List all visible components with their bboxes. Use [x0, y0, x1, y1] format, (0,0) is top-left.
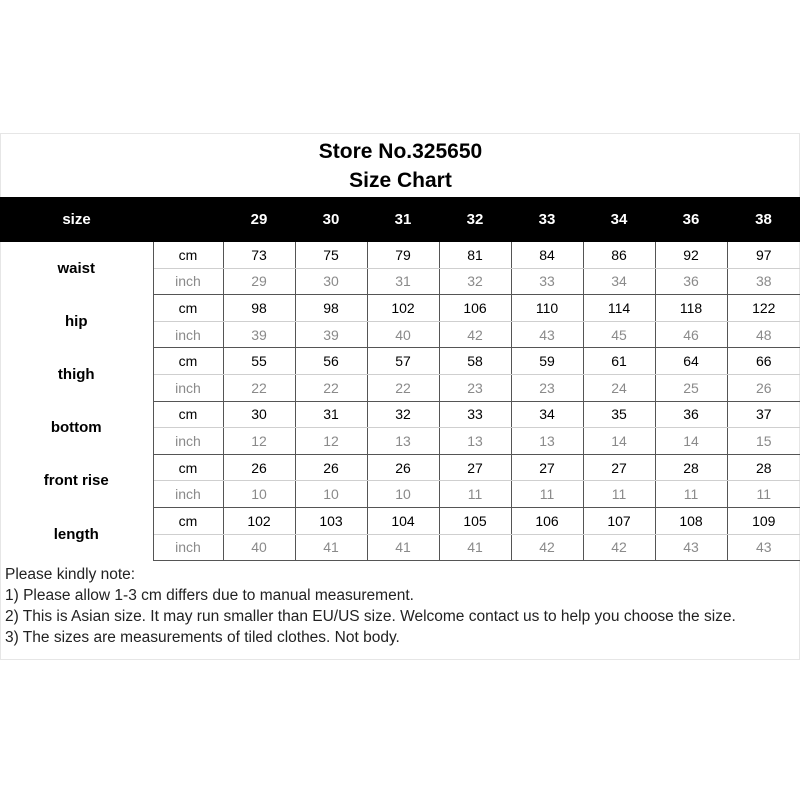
inch-value-cell: 22 — [223, 374, 295, 401]
cm-value-cell: 55 — [223, 348, 295, 375]
inch-value-cell: 39 — [295, 321, 367, 348]
cm-value-cell: 30 — [223, 401, 295, 428]
table-body — [0, 242, 800, 561]
table-row — [0, 401, 800, 428]
cm-value-cell: 66 — [727, 348, 800, 375]
inch-value-cell: 10 — [295, 481, 367, 508]
table-row — [0, 454, 800, 481]
unit-label-cm: cm — [153, 454, 223, 481]
inch-value-cell: 14 — [655, 428, 727, 455]
cm-value-cell: 98 — [223, 295, 295, 322]
unit-label-inch: inch — [153, 321, 223, 348]
inch-value-cell: 11 — [511, 481, 583, 508]
inch-value-cell: 43 — [727, 534, 800, 561]
cm-value-cell: 64 — [655, 348, 727, 375]
inch-value-cell: 12 — [223, 428, 295, 455]
inch-value-cell: 23 — [439, 374, 511, 401]
cm-value-cell: 26 — [223, 454, 295, 481]
cm-value-cell: 81 — [439, 242, 511, 268]
cm-value-cell: 28 — [655, 454, 727, 481]
inch-value-cell: 42 — [439, 321, 511, 348]
unit-label-inch: inch — [153, 428, 223, 455]
inch-value-cell: 13 — [511, 428, 583, 455]
inch-value-cell: 13 — [439, 428, 511, 455]
inch-value-cell: 26 — [727, 374, 800, 401]
cm-value-cell: 75 — [295, 242, 367, 268]
cm-value-cell: 98 — [295, 295, 367, 322]
inch-value-cell: 46 — [655, 321, 727, 348]
size-col-header: 31 — [367, 197, 439, 242]
inch-value-cell: 13 — [367, 428, 439, 455]
cm-value-cell: 122 — [727, 295, 800, 322]
cm-value-cell: 73 — [223, 242, 295, 268]
inch-value-cell: 23 — [511, 374, 583, 401]
unit-header-blank — [153, 197, 223, 242]
notes-heading: Please kindly note: — [5, 566, 136, 583]
cm-value-cell: 84 — [511, 242, 583, 268]
cm-value-cell: 109 — [727, 507, 800, 534]
inch-value-cell: 34 — [583, 268, 655, 295]
inch-value-cell: 39 — [223, 321, 295, 348]
inch-value-cell: 24 — [583, 374, 655, 401]
inch-value-cell: 40 — [223, 534, 295, 561]
table-row — [0, 295, 800, 322]
measurement-name: front rise — [0, 454, 153, 507]
cm-value-cell: 31 — [295, 401, 367, 428]
cm-value-cell: 106 — [439, 295, 511, 322]
cm-value-cell: 97 — [727, 242, 800, 268]
inch-value-cell: 43 — [511, 321, 583, 348]
inch-value-cell: 25 — [655, 374, 727, 401]
size-col-header: 32 — [439, 197, 511, 242]
inch-value-cell: 41 — [439, 534, 511, 561]
inch-value-cell: 14 — [583, 428, 655, 455]
notes — [5, 564, 736, 648]
inch-value-cell: 36 — [655, 268, 727, 295]
unit-label-cm: cm — [153, 401, 223, 428]
cm-value-cell: 58 — [439, 348, 511, 375]
cm-value-cell: 26 — [367, 454, 439, 481]
cm-value-cell: 27 — [511, 454, 583, 481]
inch-value-cell: 10 — [367, 481, 439, 508]
size-table — [0, 197, 800, 561]
size-header: size — [0, 197, 153, 242]
table-row — [0, 242, 800, 268]
inch-value-cell: 30 — [295, 268, 367, 295]
inch-value-cell: 15 — [727, 428, 800, 455]
measurement-name: length — [0, 507, 153, 560]
note-item: 3) The sizes are measurements of tiled clothes. Not body. — [5, 629, 400, 646]
cm-value-cell: 114 — [583, 295, 655, 322]
cm-value-cell: 102 — [367, 295, 439, 322]
measurement-name: hip — [0, 295, 153, 348]
store-title: Store No.325650 — [318, 140, 483, 163]
cm-value-cell: 108 — [655, 507, 727, 534]
measurement-name: thigh — [0, 348, 153, 401]
cm-value-cell: 105 — [439, 507, 511, 534]
inch-value-cell: 32 — [439, 268, 511, 295]
measurement-name: bottom — [0, 401, 153, 454]
cm-value-cell: 104 — [367, 507, 439, 534]
cm-value-cell: 32 — [367, 401, 439, 428]
inch-value-cell: 48 — [727, 321, 800, 348]
inch-value-cell: 40 — [367, 321, 439, 348]
cm-value-cell: 34 — [511, 401, 583, 428]
cm-value-cell: 61 — [583, 348, 655, 375]
cm-value-cell: 118 — [655, 295, 727, 322]
cm-value-cell: 26 — [295, 454, 367, 481]
size-col-header: 36 — [655, 197, 727, 242]
unit-label-inch: inch — [153, 374, 223, 401]
inch-value-cell: 31 — [367, 268, 439, 295]
unit-label-cm: cm — [153, 507, 223, 534]
inch-value-cell: 11 — [583, 481, 655, 508]
cm-value-cell: 36 — [655, 401, 727, 428]
inch-value-cell: 29 — [223, 268, 295, 295]
inch-value-cell: 38 — [727, 268, 800, 295]
size-col-header: 29 — [223, 197, 295, 242]
cm-value-cell: 110 — [511, 295, 583, 322]
size-col-header: 30 — [295, 197, 367, 242]
cm-value-cell: 57 — [367, 348, 439, 375]
measurement-name: waist — [0, 242, 153, 295]
cm-value-cell: 28 — [727, 454, 800, 481]
cm-value-cell: 92 — [655, 242, 727, 268]
inch-value-cell: 22 — [295, 374, 367, 401]
cm-value-cell: 79 — [367, 242, 439, 268]
cm-value-cell: 37 — [727, 401, 800, 428]
unit-label-cm: cm — [153, 242, 223, 268]
inch-value-cell: 10 — [223, 481, 295, 508]
cm-value-cell: 27 — [439, 454, 511, 481]
cm-value-cell: 35 — [583, 401, 655, 428]
unit-label-cm: cm — [153, 295, 223, 322]
inch-value-cell: 45 — [583, 321, 655, 348]
cm-value-cell: 86 — [583, 242, 655, 268]
cm-value-cell: 59 — [511, 348, 583, 375]
note-item: 1) Please allow 1-3 cm differs due to manual measurement. — [5, 587, 414, 604]
size-col-header: 34 — [583, 197, 655, 242]
cm-value-cell: 56 — [295, 348, 367, 375]
note-item: 2) This is Asian size. It may run smaller than EU/US size. Welcome contact us to help you choose the size. — [5, 608, 736, 625]
table-row — [0, 348, 800, 375]
inch-value-cell: 42 — [511, 534, 583, 561]
size-col-header: 38 — [727, 197, 800, 242]
cm-value-cell: 33 — [439, 401, 511, 428]
cm-value-cell: 107 — [583, 507, 655, 534]
unit-label-inch: inch — [153, 481, 223, 508]
unit-label-cm: cm — [153, 348, 223, 375]
inch-value-cell: 11 — [727, 481, 800, 508]
inch-value-cell: 33 — [511, 268, 583, 295]
table-header-row — [0, 197, 800, 242]
cm-value-cell: 102 — [223, 507, 295, 534]
inch-value-cell: 12 — [295, 428, 367, 455]
inch-value-cell: 43 — [655, 534, 727, 561]
inch-value-cell: 42 — [583, 534, 655, 561]
unit-label-inch: inch — [153, 268, 223, 295]
inch-value-cell: 41 — [295, 534, 367, 561]
table-row — [0, 507, 800, 534]
cm-value-cell: 27 — [583, 454, 655, 481]
inch-value-cell: 11 — [655, 481, 727, 508]
size-col-header: 33 — [511, 197, 583, 242]
cm-value-cell: 103 — [295, 507, 367, 534]
inch-value-cell: 22 — [367, 374, 439, 401]
unit-label-inch: inch — [153, 534, 223, 561]
inch-value-cell: 11 — [439, 481, 511, 508]
inch-value-cell: 41 — [367, 534, 439, 561]
chart-title: Size Chart — [349, 169, 452, 192]
cm-value-cell: 106 — [511, 507, 583, 534]
